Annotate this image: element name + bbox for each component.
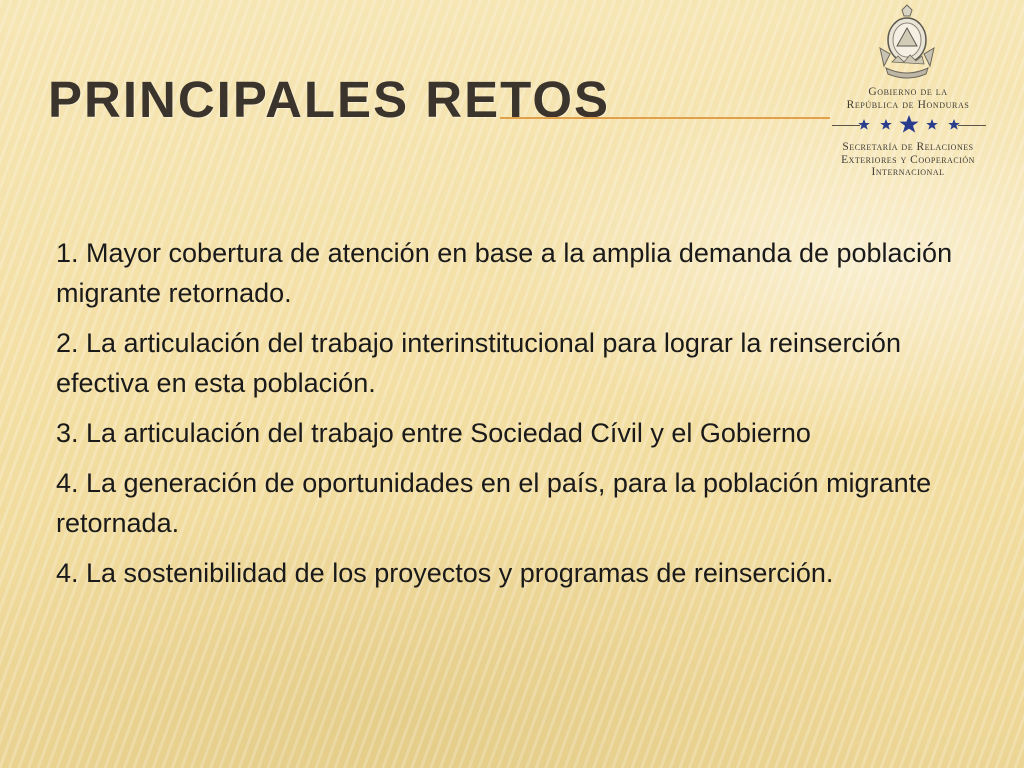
coat-of-arms-icon (876, 4, 938, 82)
government-logo (796, 4, 1020, 180)
challenge-item-1: 1. Mayor cobertura de atención en base a la amplia demanda de población migrante retornado. (56, 238, 953, 308)
challenges-list (56, 233, 956, 603)
challenge-item-2: 2. La articulación del trabajo interinstitucional para lograr la reinserción efectiva en esta población. (56, 328, 901, 398)
five-stars-icon (854, 113, 964, 135)
logo-divider-right (958, 125, 986, 126)
secretariat-name (796, 141, 1020, 179)
secretariat-line-1: Secretaría de Relaciones (842, 141, 974, 153)
title-underline (500, 117, 830, 119)
challenge-item-4: 4. La generación de oportunidades en el país, para la población migrante retornada. (56, 468, 932, 538)
secretariat-line-2: Exteriores y Cooperación (841, 153, 975, 166)
challenge-item-5: 4. La sostenibilidad de los proyectos y programas de reinserción. (56, 558, 834, 588)
government-line-1: Gobierno de la (868, 86, 948, 98)
slide-title: PRINCIPALES RETOS (48, 71, 611, 128)
government-line-2: República de Honduras (846, 99, 970, 111)
government-name (796, 86, 1020, 112)
challenge-item-3: 3. La articulación del trabajo entre Sociedad Cívil y el Gobierno (56, 418, 811, 448)
secretariat-line-3: Internacional (871, 166, 945, 178)
